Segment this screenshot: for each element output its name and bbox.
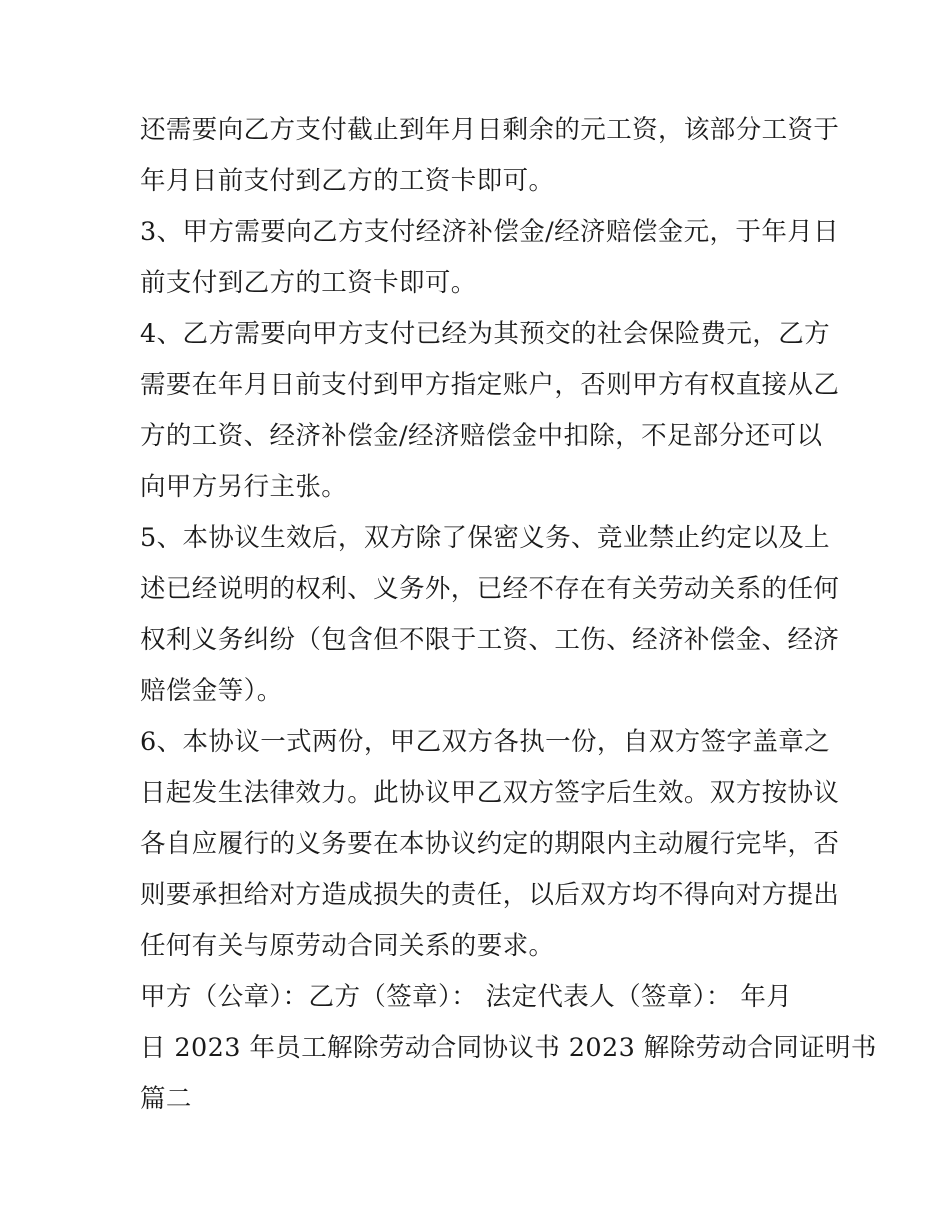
text-line: 任何有关与原劳动合同关系的要求。	[140, 931, 555, 961]
text-line: 方的工资、经济补偿金/经济赔偿金中扣除，不足部分还可以	[140, 421, 823, 451]
text-line: 述已经说明的权利、义务外，已经不存在有关劳动关系的任何	[140, 574, 840, 604]
text-line: 赔偿金等）。	[140, 676, 283, 706]
text-line: 前支付到乙方的工资卡即可。	[140, 268, 477, 298]
text-line: 5、本协议生效后，双方除了保密义务、竞业禁止约定以及上	[140, 523, 831, 553]
text-line: 向甲方另行主张。	[140, 472, 348, 502]
text-line: 权利义务纠纷（包含但不限于工资、工伤、经济补偿金、经济	[140, 625, 840, 655]
text-line: 篇二	[140, 1084, 192, 1114]
text-line: 日起发生法律效力。此协议甲乙双方签字后生效。双方按协议	[140, 778, 840, 808]
text-line: 还需要向乙方支付截止到年月日剩余的元工资，该部分工资于	[140, 115, 840, 145]
document-body	[140, 105, 877, 1125]
text-line: 4、乙方需要向甲方支付已经为其预交的社会保险费元，乙方	[140, 319, 831, 349]
text-line: 各自应履行的义务要在本协议约定的期限内主动履行完毕，否	[140, 829, 840, 859]
text-line: 3、甲方需要向乙方支付经济补偿金/经济赔偿金元，于年月日	[140, 217, 840, 247]
text-line: 日 2023 年员工解除劳动合同协议书 2023 解除劳动合同证明书	[140, 1033, 877, 1063]
text-line: 年月日前支付到乙方的工资卡即可。	[140, 166, 555, 196]
text-line: 甲方（公章）：乙方（签章）： 法定代表人（签章）： 年月	[140, 982, 793, 1012]
text-line: 需要在年月日前支付到甲方指定账户，否则甲方有权直接从乙	[140, 370, 840, 400]
text-line: 6、本协议一式两份，甲乙双方各执一份，自双方签字盖章之	[140, 727, 831, 757]
text-line: 则要承担给对方造成损失的责任，以后双方均不得向对方提出	[140, 880, 840, 910]
